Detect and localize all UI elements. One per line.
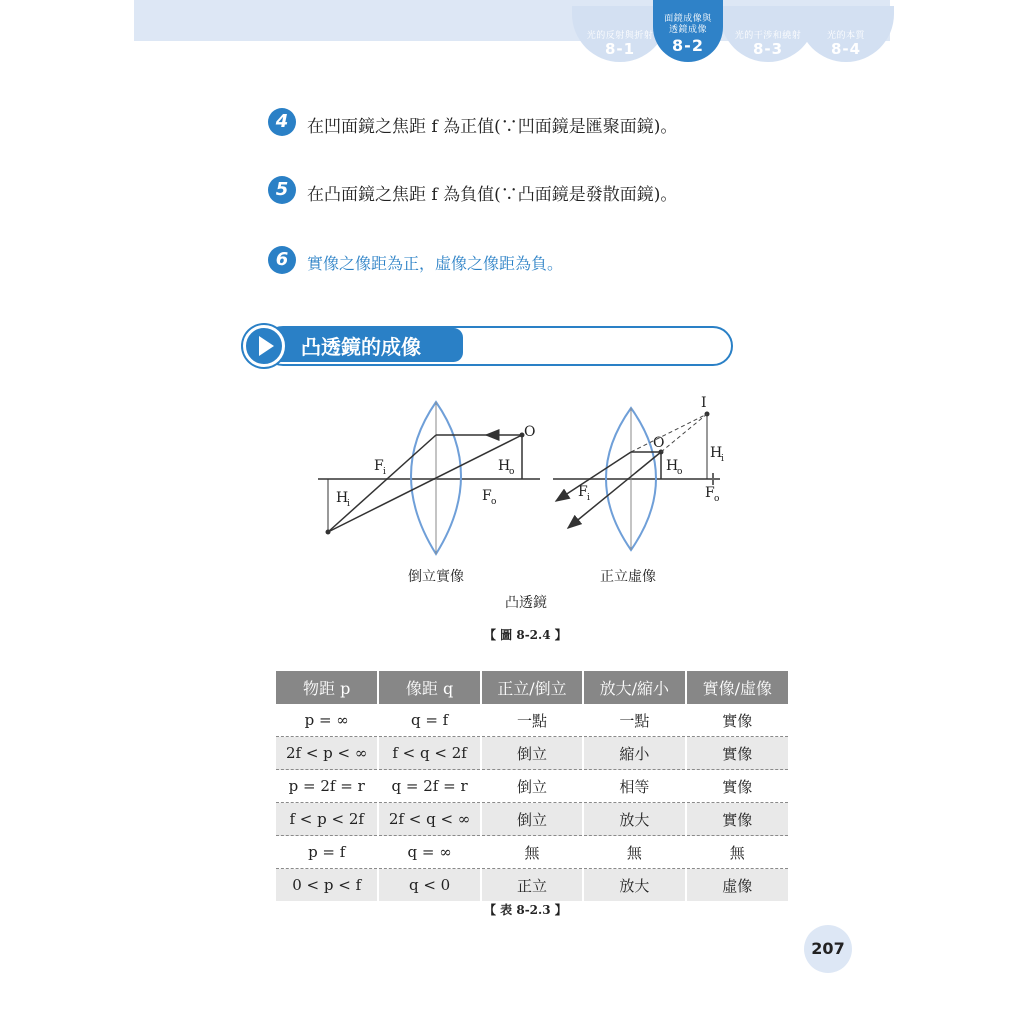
table-cell: 無 <box>481 836 583 869</box>
label-object: O <box>524 424 536 440</box>
table-cell: 實像 <box>686 737 788 770</box>
lens-image-table <box>276 671 788 901</box>
virtual-image-diagram <box>553 395 724 550</box>
label-fi-sub: i <box>383 467 386 477</box>
table-row <box>276 836 788 869</box>
point-text: 在凹面鏡之焦距 f 為正值(∵凹面鏡是匯聚面鏡)。 <box>307 117 678 137</box>
label-fo-sub: o <box>714 494 720 504</box>
label-fi-sub: i <box>587 493 590 503</box>
label-hi: H <box>336 490 349 506</box>
column-header: 放大/縮小 <box>583 671 685 704</box>
table-cell: 2f < p < ∞ <box>276 737 378 770</box>
left-diagram-caption: 倒立實像 <box>408 569 464 585</box>
table-cell: p = f <box>276 836 378 869</box>
table-cell: 倒立 <box>481 737 583 770</box>
table-cell: 無 <box>583 836 685 869</box>
virtual-ray <box>631 414 707 452</box>
column-header: 實像/虛像 <box>686 671 788 704</box>
label-fi: F <box>374 458 384 474</box>
real-image-diagram <box>318 402 540 554</box>
play-arrow-icon <box>259 336 274 356</box>
point-number-badge: 5 <box>268 176 296 204</box>
virtual-ray <box>661 414 707 452</box>
table-row <box>276 803 788 836</box>
table-cell: q = ∞ <box>378 836 480 869</box>
label-image: I <box>701 395 707 411</box>
table-cell: 倒立 <box>481 803 583 836</box>
tab-label: 光的干涉和繞射 <box>734 31 802 41</box>
tab-label: 光的本質 <box>826 31 865 41</box>
tab-number: 8-1 <box>604 40 636 58</box>
table-cell: 一點 <box>583 704 685 737</box>
tab-8-2-active[interactable] <box>653 0 723 62</box>
table-cell: f < p < 2f <box>276 803 378 836</box>
figure-caption: 凸透鏡 <box>505 595 547 611</box>
column-header: 像距 q <box>378 671 480 704</box>
figure-label: 【 圖 8-2.4 】 <box>484 628 567 642</box>
section-header <box>243 325 731 367</box>
table-cell: 虛像 <box>686 869 788 902</box>
label-hi-sub: i <box>721 454 724 464</box>
table-cell: f < q < 2f <box>378 737 480 770</box>
table-row <box>276 770 788 803</box>
section-title: 凸透鏡的成像 <box>301 335 421 359</box>
table-cell: 2f < q < ∞ <box>378 803 480 836</box>
image-point <box>326 530 331 535</box>
right-diagram-caption: 正立虛像 <box>600 569 656 585</box>
tab-8-4[interactable] <box>798 6 894 62</box>
table-cell: 放大 <box>583 803 685 836</box>
column-header: 正立/倒立 <box>481 671 583 704</box>
label-ho: H <box>498 458 511 474</box>
label-fo-sub: o <box>491 497 497 507</box>
page-number: 207 <box>804 925 852 973</box>
table-cell: 相等 <box>583 770 685 803</box>
point-text: 實像之像距為正，虛像之像距為負。 <box>307 254 564 273</box>
table-cell: q = f <box>378 704 480 737</box>
ray <box>556 452 631 501</box>
convex-lens-diagram <box>300 390 740 560</box>
label-hi-sub: i <box>347 499 350 509</box>
point-number-badge: 4 <box>268 108 296 136</box>
ray <box>328 435 522 532</box>
table-cell: 倒立 <box>481 770 583 803</box>
table-row <box>276 737 788 770</box>
table-cell: 一點 <box>481 704 583 737</box>
table-cell: 無 <box>686 836 788 869</box>
table-row <box>276 869 788 902</box>
table-cell: 實像 <box>686 770 788 803</box>
table-cell: p = 2f = r <box>276 770 378 803</box>
tab-number: 8-2 <box>672 36 704 55</box>
label-ho: H <box>666 458 679 474</box>
table-cell: p = ∞ <box>276 704 378 737</box>
table-cell: 放大 <box>583 869 685 902</box>
column-header: 物距 p <box>276 671 378 704</box>
label-ho-sub: o <box>677 467 683 477</box>
table-label: 【 表 8-2.3 】 <box>484 903 567 917</box>
label-ho-sub: o <box>509 467 515 477</box>
label-object: O <box>653 435 665 451</box>
table-cell: 縮小 <box>583 737 685 770</box>
label-fi: F <box>578 484 588 500</box>
ray <box>328 435 436 532</box>
table-cell: 0 < p < f <box>276 869 378 902</box>
table-cell: 實像 <box>686 803 788 836</box>
table-cell: 正立 <box>481 869 583 902</box>
label-hi: H <box>710 445 723 461</box>
tab-number: 8-4 <box>830 40 862 58</box>
table-header-row <box>276 671 788 704</box>
tab-number: 8-3 <box>752 40 784 58</box>
tab-label: 面鏡成像與 透鏡成像 <box>664 14 712 35</box>
label-fo: F <box>705 485 715 501</box>
point-text: 在凸面鏡之焦距 f 為負值(∵凸面鏡是發散面鏡)。 <box>307 185 678 205</box>
tab-label: 光的反射與折射 <box>586 31 654 41</box>
label-fo: F <box>482 488 492 504</box>
table-row <box>276 704 788 737</box>
point-number-badge: 6 <box>268 246 296 274</box>
table-cell: q = 2f = r <box>378 770 480 803</box>
table-cell: q < 0 <box>378 869 480 902</box>
table-cell: 實像 <box>686 704 788 737</box>
